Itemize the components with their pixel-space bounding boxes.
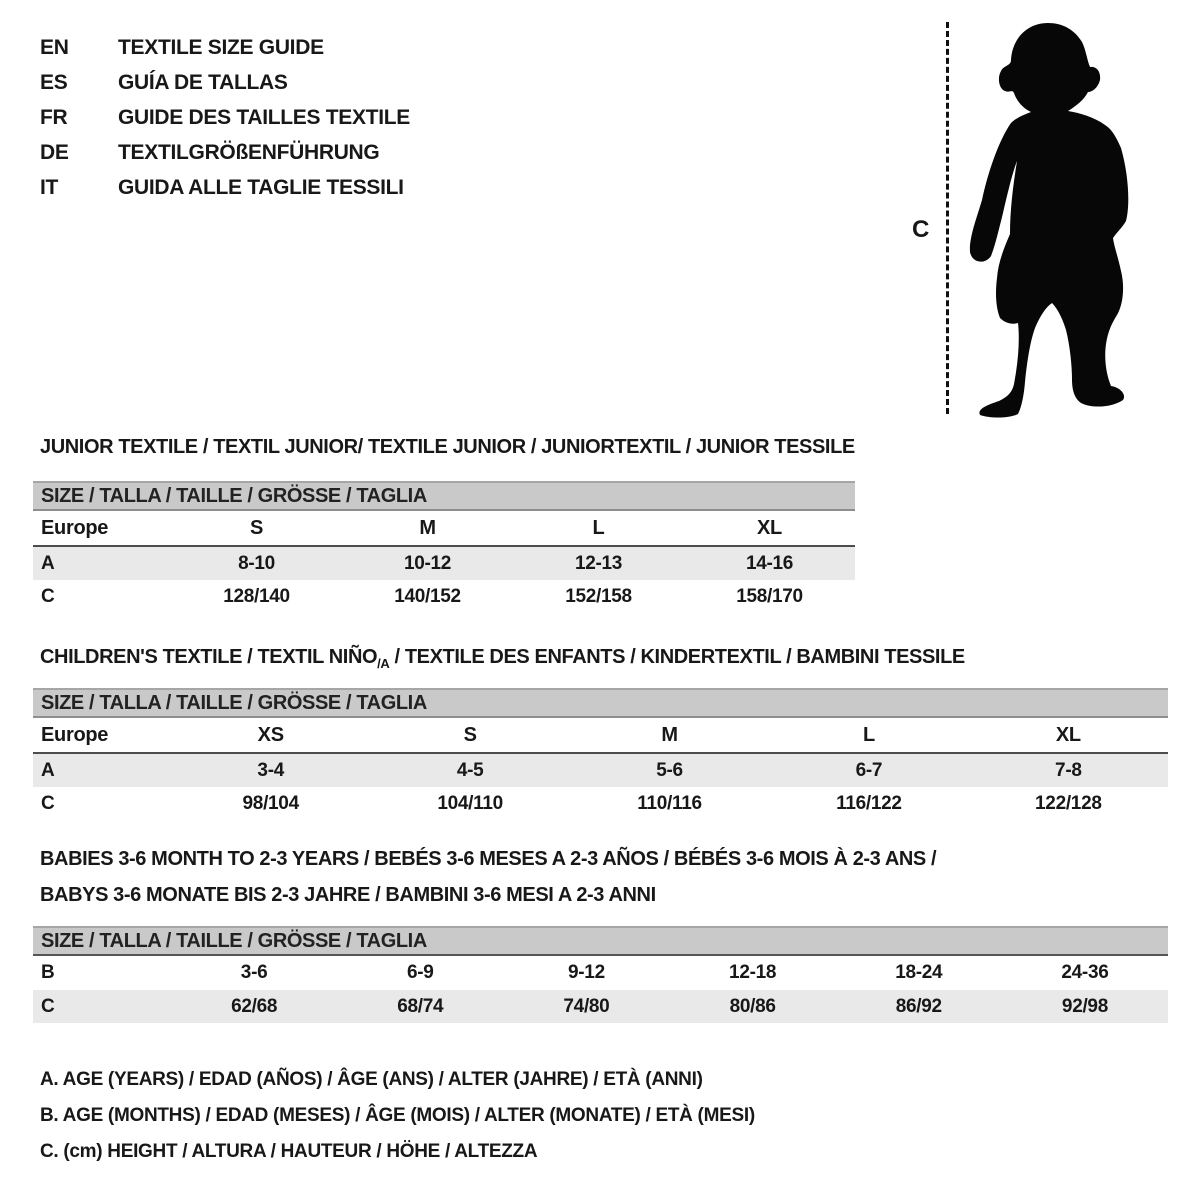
language-row	[40, 65, 410, 100]
value-cell: 18-24	[895, 962, 943, 983]
value-cell: 152/158	[565, 585, 632, 607]
table-row	[33, 787, 1168, 820]
value-cell: 158/170	[736, 585, 803, 607]
babies-section-title	[40, 841, 936, 913]
row-label: C	[41, 995, 55, 1017]
language-code: DE	[40, 140, 69, 164]
row-label: A	[41, 759, 55, 781]
size-cell: XL	[1055, 723, 1081, 746]
children-title-subscript: /A	[377, 656, 390, 671]
value-cell: 12-18	[729, 962, 777, 983]
measure-legend	[40, 1062, 755, 1170]
size-header-band	[33, 688, 1168, 718]
value-cell: 62/68	[231, 995, 278, 1017]
height-measure-figure	[900, 16, 1160, 426]
babies-title-line1: BABIES 3-6 MONTH TO 2-3 YEARS / BEBÉS 3-6 MESES A 2-3 AÑOS / BÉBÉS 3-6 MOIS À 2-3 ANS /	[40, 848, 937, 870]
language-title: GUÍA DE TALLAS	[118, 70, 288, 94]
junior-size-table	[33, 481, 855, 613]
measure-c-label: C	[912, 216, 930, 243]
value-cell: 68/74	[397, 995, 444, 1017]
value-cell: 74/80	[563, 995, 610, 1017]
table-row	[33, 990, 1168, 1023]
value-cell: 3-4	[257, 759, 284, 781]
language-title: GUIDA ALLE TAGLIE TESSILI	[118, 175, 404, 199]
language-title-list	[40, 30, 410, 205]
children-title-part: / TEXTILE DES ENFANTS / KINDERTEXTIL / BAMBINI TESSILE	[389, 646, 965, 668]
language-row	[40, 30, 410, 65]
height-dashed-line	[946, 22, 949, 414]
value-cell: 140/152	[394, 585, 461, 607]
row-label: Europe	[41, 723, 109, 746]
table-row	[33, 754, 1168, 787]
value-cell: 8-10	[238, 552, 275, 574]
language-title: TEXTILGRÖßENFÜHRUNG	[118, 140, 380, 164]
value-cell: 3-6	[240, 962, 268, 983]
table-row	[33, 580, 855, 613]
row-label: B	[41, 962, 55, 983]
row-label: C	[41, 792, 55, 814]
toddler-silhouette-icon	[960, 20, 1140, 420]
value-cell: 80/86	[729, 995, 776, 1017]
value-cell: 4-5	[456, 759, 484, 781]
size-header-text: SIZE / TALLA / TAILLE / GRÖSSE / TAGLIA	[41, 691, 427, 714]
language-code: ES	[40, 70, 68, 94]
junior-section-title: JUNIOR TEXTILE / TEXTIL JUNIOR/ TEXTILE JUNIOR / JUNIORTEXTIL / JUNIOR TESSILE	[40, 436, 855, 458]
language-code: IT	[40, 175, 59, 199]
table-row	[33, 547, 855, 580]
size-header-text: SIZE / TALLA / TAILLE / GRÖSSE / TAGLIA	[41, 484, 427, 507]
language-row	[40, 170, 410, 205]
language-title: TEXTILE SIZE GUIDE	[118, 35, 324, 59]
value-cell: 98/104	[242, 792, 299, 814]
size-cell: L	[592, 516, 605, 539]
language-code: FR	[40, 105, 68, 129]
size-cell: S	[463, 723, 477, 746]
value-cell: 104/110	[437, 792, 503, 814]
row-label: Europe	[41, 516, 109, 539]
row-label: A	[41, 552, 55, 574]
children-size-table	[33, 688, 1168, 820]
children-section-title	[40, 646, 965, 671]
value-cell: 24-36	[1061, 962, 1109, 983]
size-header-band	[33, 926, 1168, 956]
language-code: EN	[40, 35, 69, 59]
language-title: GUIDE DES TAILLES TEXTILE	[118, 105, 410, 129]
babies-size-table	[33, 926, 1168, 1023]
legend-line-a: A. AGE (YEARS) / EDAD (AÑOS) / ÂGE (ANS) / ALTER (JAHRE) / ETÀ (ANNI)	[40, 1069, 703, 1090]
size-cell: XS	[257, 723, 284, 746]
size-cell: XL	[757, 516, 782, 539]
table-row	[33, 718, 1168, 754]
value-cell: 92/98	[1061, 995, 1108, 1017]
size-header-text: SIZE / TALLA / TAILLE / GRÖSSE / TAGLIA	[41, 929, 427, 952]
row-label: C	[41, 585, 55, 607]
legend-line-b: B. AGE (MONTHS) / EDAD (MESES) / ÂGE (MOIS) / ALTER (MONATE) / ETÀ (MESI)	[40, 1105, 755, 1126]
value-cell: 122/128	[1035, 792, 1102, 814]
value-cell: 5-6	[656, 759, 683, 781]
value-cell: 6-7	[855, 759, 883, 781]
size-cell: M	[419, 516, 436, 539]
size-cell: M	[661, 723, 678, 746]
value-cell: 86/92	[895, 995, 942, 1017]
value-cell: 12-13	[574, 552, 623, 574]
babies-title-line2: BABYS 3-6 MONATE BIS 2-3 JAHRE / BAMBINI 3-6 MESI A 2-3 ANNI	[40, 884, 656, 906]
value-cell: 7-8	[1055, 759, 1082, 781]
legend-line-c: C. (cm) HEIGHT / ALTURA / HAUTEUR / HÖHE / ALTEZZA	[40, 1141, 538, 1162]
size-cell: L	[862, 723, 875, 746]
children-title-part: CHILDREN'S TEXTILE / TEXTIL NIÑO	[40, 646, 378, 668]
value-cell: 128/140	[223, 585, 290, 607]
size-cell: S	[249, 516, 264, 539]
language-row	[40, 135, 410, 170]
table-row	[33, 956, 1168, 990]
size-header-band	[33, 481, 855, 511]
value-cell: 14-16	[745, 552, 794, 574]
table-row	[33, 511, 855, 547]
value-cell: 10-12	[403, 552, 452, 574]
language-row	[40, 100, 410, 135]
value-cell: 9-12	[568, 962, 605, 983]
value-cell: 6-9	[406, 962, 434, 983]
value-cell: 110/116	[637, 792, 702, 814]
value-cell: 116/122	[836, 792, 902, 814]
